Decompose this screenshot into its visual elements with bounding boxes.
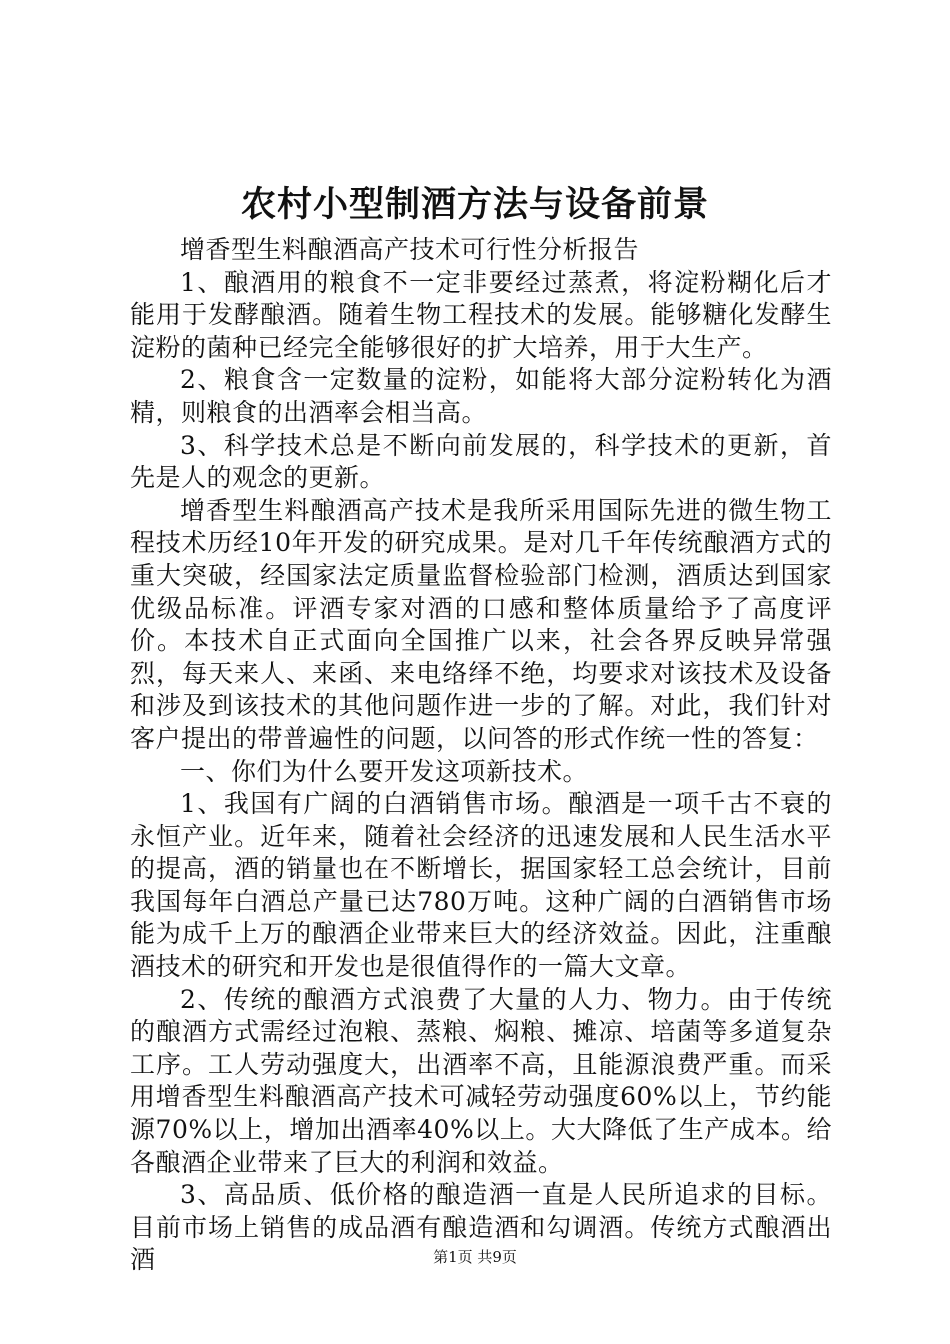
section-heading-1: 一、你们为什么要开发这项新技术。 xyxy=(180,756,589,786)
paragraph-point-2: 2、粮食含一定数量的淀粉，如能将大部分淀粉转化为酒精，则粮食的出酒率会相当高。 xyxy=(130,365,832,427)
paragraph-introduction: 增香型生料酿酒高产技术是我所采用国际先进的微生物工程技术历经10年开发的研究成果。是对几千年传统酿酒方式的重大突破，经国家法定质量监督检验部门检测，酒质达到国家优级品标准。评酒专家对酒的口感和整体质量给予了高度评价。本技术自正式面向全国推广以来，社会各界反映异常强烈，每天来人、来函、来电络绎不绝，均要求对该技术及设备和涉及到该技术的其他问题作进一步的了解。对此，我们针对客户提出的带普遍性的问题，以问答的形式作统一性的答复： xyxy=(130,495,832,753)
document-title: 农村小型制酒方法与设备前景 xyxy=(240,184,709,225)
report-subtitle: 增香型生料酿酒高产技术可行性分析报告 xyxy=(180,235,640,264)
paragraph-point-3: 3、科学技术总是不断向前发展的，科学技术的更新，首先是人的观念的更新。 xyxy=(130,430,832,493)
document-body xyxy=(130,234,832,1277)
paragraph-quality-price: 3、高品质、低价格的酿造酒一直是人民所追求的目标。目前市场上销售的成品酒有酿造酒和勾调酒。传统方式酿酒出酒 xyxy=(130,1180,832,1275)
paragraph-market: 1、我国有广阔的白酒销售市场。酿酒是一项千古不衰的永恒产业。近年来，随着社会经济的迅速发展和人民生活水平的提高，酒的销量也在不断增长，据国家轻工总会统计，目前我国每年白酒总产量已达780万吨。这种广阔的白酒销售市场能为成千上万的酿酒企业带来巨大的经济效益。因此，注重酿酒技术的研究和开发也是很值得作的一篇大文章。 xyxy=(130,789,832,982)
paragraph-traditional-method: 2、传统的酿酒方式浪费了大量的人力、物力。由于传统的酿酒方式需经过泡粮、蒸粮、焖粮、摊凉、培菌等多道复杂工序。工人劳动强度大，出酒率不高，且能源浪费严重。而采用增香型生料酿酒高产技术可减轻劳动强度60%以上，节约能源70%以上，增加出酒率40%以上。大大降低了生产成本。给各酿酒企业带来了巨大的利润和效益。 xyxy=(130,984,832,1177)
page-footer: 第1页 共9页 xyxy=(433,1248,517,1266)
paragraph-point-1: 1、酿酒用的粮食不一定非要经过蒸煮，将淀粉糊化后才能用于发酵酿酒。随着生物工程技术的发展。能够糖化发酵生淀粉的菌种已经完全能够很好的扩大培养，用于大生产。 xyxy=(130,267,832,362)
